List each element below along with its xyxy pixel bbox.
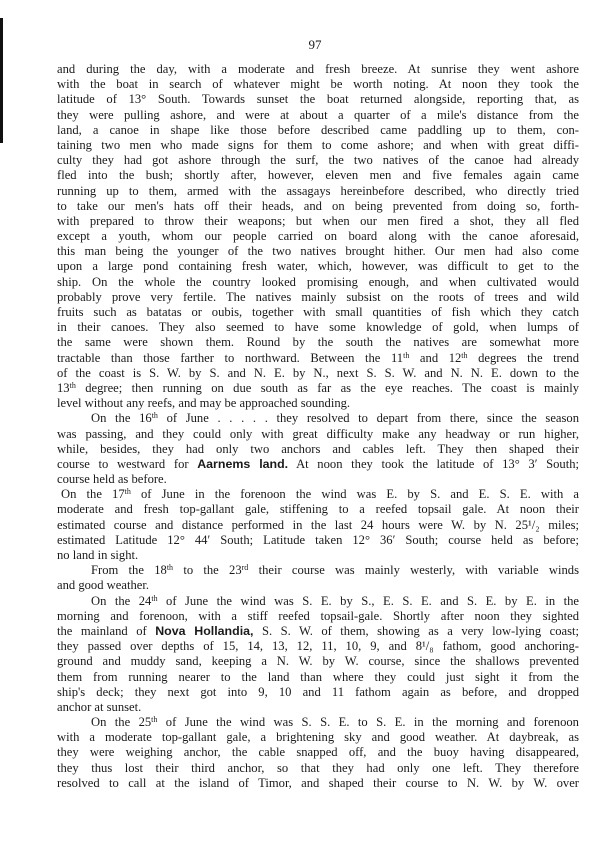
text-line (57, 533, 579, 548)
text-run: with the boat in search of whatever might be worth noting. At noon they took the (57, 77, 579, 92)
superscript: th (151, 411, 158, 421)
text-run: ship's deck; they next got into 9, 10 and 11 fathom again as before, and dropped (57, 684, 579, 699)
text-line (57, 685, 579, 700)
text-run: At noon they took the latitude of 13° 3′ South; (288, 456, 579, 471)
text-run: degree; then running on due south as far as the eye reaches. The coast is mainly (75, 380, 579, 395)
text-run: with prepared to throw their weapons; but when our men fired a shot, they all fled (57, 213, 579, 228)
text-line (57, 761, 579, 776)
text-line (57, 396, 579, 411)
text-run: except a youth, whom our people carried on board along with the canoe aforesaid, (57, 229, 579, 244)
text-line (57, 745, 579, 760)
text-run: estimated Latitude 12° 44′ South; Latitude taken 12° 36′ South; course held as before; (57, 532, 579, 547)
text-run: in their canoes. They also seemed to have some knowledge of gold, when lumps of (57, 320, 579, 335)
text-line (57, 548, 579, 563)
text-line (57, 214, 579, 229)
text-run: they were pulling ashore, and were at about a quarter of a mile's distance from the (57, 107, 579, 122)
text-line (57, 730, 579, 745)
text-run: probably prove very fertile. The natives mainly subsist on the roots of trees and wild (57, 289, 579, 304)
text-line (57, 290, 579, 305)
text-run: land, a canoe in shape like those before described came paddling up to them, con- (57, 122, 579, 137)
text-run: level without any reefs, and may be approached sounding. (57, 396, 351, 411)
text-line (57, 518, 579, 533)
text-run: taining two men who made signs for them to come ashore; and when with great diffi- (57, 137, 579, 152)
text-line (57, 108, 579, 123)
text-line (57, 427, 579, 442)
text-line (57, 381, 579, 396)
text-run: tractable than those farther to northward. Between the 11 (57, 350, 404, 365)
text-run: resolved to call at the island of Timor, and shaped their course to N. W. by W. over (57, 775, 579, 790)
text-run: with a moderate top-gallant gale, a brightening sky and good weather. At daybreak, as (57, 730, 579, 745)
text-line (57, 624, 579, 639)
text-run: running up to them, armed with the assagays hereinbefore described, who directly tried (57, 183, 579, 198)
text-run: they passed over depths of 15, 14, 13, 12, 11, 10, 9, and 8¹/₈ fathom, good anchoring- (57, 639, 579, 654)
text-run: their course was mainly westerly, with variable winds (248, 563, 579, 578)
text-run: estimated course and distance performed in the last 24 hours were W. by N. 25¹/₂ miles; (57, 517, 579, 532)
text-line (57, 229, 579, 244)
superscript: th (151, 593, 158, 603)
text-line (57, 578, 579, 593)
text-line (57, 244, 579, 259)
text-run: they thus lost their third anchor, so that they had only one left. They therefore (57, 760, 579, 775)
text-run: of June in the forenoon the wind was E. by S. and E. S. E. with a (130, 487, 579, 502)
text-run: S. S. W. of them, showing as a very low-lying coast; (253, 623, 579, 638)
text-line (57, 138, 579, 153)
text-line (57, 305, 579, 320)
text-run: latitude of 13° South. Towards sunset the boat returned alongside, reporting that, as (57, 92, 579, 107)
text-line (57, 92, 579, 107)
text-run: moderate and fresh top-gallant gale, stiffening to a reefed topsail gale. At noon their (57, 502, 579, 517)
superscript: th (124, 487, 131, 497)
text-run: to take our men's hats off their heads, and on being prevented from doing so, forth- (57, 198, 579, 213)
text-line (57, 366, 579, 381)
text-line (57, 153, 579, 168)
text-line (57, 259, 579, 274)
text-run: to the 23 (173, 563, 242, 578)
text-line (57, 502, 579, 517)
text-run: them from running nearer to the land than where they could just sight it from the (57, 669, 579, 684)
text-run: was passing, and they could only with great difficulty make any headway or run higher, (57, 426, 579, 441)
superscript: th (166, 563, 174, 573)
text-line (57, 335, 579, 350)
text-run: they were weighing anchor, the cable snapped off, and the buoy having disappeared, (57, 745, 579, 760)
text-run: fled into the bush; shortly after, however, eleven men and five females again came (57, 168, 579, 183)
text-run: the same were shown them. Round by the south the natives are somewhat more (57, 335, 579, 350)
text-run: anchor at sunset. (57, 699, 142, 714)
text-line (57, 776, 579, 791)
text-run: fruits such as batatas or oubis, together with small quantities of fish which they catch (57, 305, 579, 319)
text-line (57, 457, 579, 472)
superscript: th (461, 350, 468, 360)
text-line (57, 275, 579, 290)
text-line (57, 199, 579, 214)
text-line (57, 168, 579, 183)
place-name: Nova Hollandia, (155, 623, 254, 638)
superscript: th (69, 380, 76, 390)
text-run: ground and muddy sand, keeping a N. W. by W. course, since the shallows prevented (57, 654, 579, 669)
text-run: of June the wind was S. S. E. to S. E. in the morning and forenoon (157, 715, 579, 730)
text-line (57, 77, 579, 92)
text-run: upon a large pond containing fresh water, which, however, was difficult to get to the (57, 259, 579, 274)
text-line (57, 62, 579, 77)
text-line (57, 320, 579, 335)
text-run: no land in sight. (57, 548, 139, 562)
text-run: On the 16 (91, 411, 152, 426)
text-line (57, 487, 579, 502)
text-run: course to westward for (57, 456, 198, 471)
text-run: this man being the younger of the two natives brought hither. Our men had also come (57, 244, 579, 259)
text-line (57, 700, 579, 715)
text-run: degrees the trend (467, 350, 579, 365)
text-run: of the coast is S. W. by S. and N. E. by N., next S. S. W. and N. N. E. down to the (57, 365, 579, 380)
text-line (57, 654, 579, 669)
page-number: 97 (308, 37, 322, 52)
superscript: th (151, 715, 158, 725)
text-line (57, 639, 579, 654)
body-text (57, 62, 579, 791)
text-line (57, 411, 579, 426)
text-run: and 12 (409, 350, 462, 365)
superscript: rd (241, 563, 249, 573)
text-run: and good weather. (57, 578, 149, 593)
text-run: the mainland of (57, 623, 156, 638)
text-line (57, 184, 579, 199)
text-run: On the 25 (91, 715, 152, 730)
text-run: while, besides, they had only two anchors and cables left. They then shaped their (57, 441, 579, 456)
superscript: th (403, 350, 410, 360)
text-run: On the 24 (91, 593, 152, 608)
text-line (57, 594, 579, 609)
text-run: morning and forenoon, with a stiff reefed topsail-gale. Shortly after noon they sighted (57, 608, 579, 623)
text-run: From the 18 (91, 563, 167, 578)
text-run: ship. On the whole the country looked promising enough, and when cultivated would (57, 274, 579, 289)
text-line (57, 609, 579, 624)
text-line (57, 442, 579, 457)
text-run: culty they had got ashore through the surf, the two natives of the canoe had already (57, 153, 579, 168)
text-line (57, 351, 579, 366)
text-line (57, 715, 579, 730)
text-line (57, 123, 579, 138)
text-line (57, 670, 579, 685)
place-name: Aarnems land. (197, 456, 289, 471)
text-line (57, 472, 579, 487)
text-run: of June . . . . . they resolved to depart from there, since the season (157, 411, 579, 426)
text-run: and during the day, with a moderate and fresh breeze. At sunrise they went ashore (57, 62, 579, 76)
text-run: 13 (57, 380, 70, 395)
text-run: course held as before. (57, 472, 167, 487)
text-line (57, 563, 579, 578)
text-run: of June the wind was S. E. by S., E. S. E. and S. E. by E. in the (157, 593, 579, 608)
text-run: On the 17 (61, 487, 125, 502)
